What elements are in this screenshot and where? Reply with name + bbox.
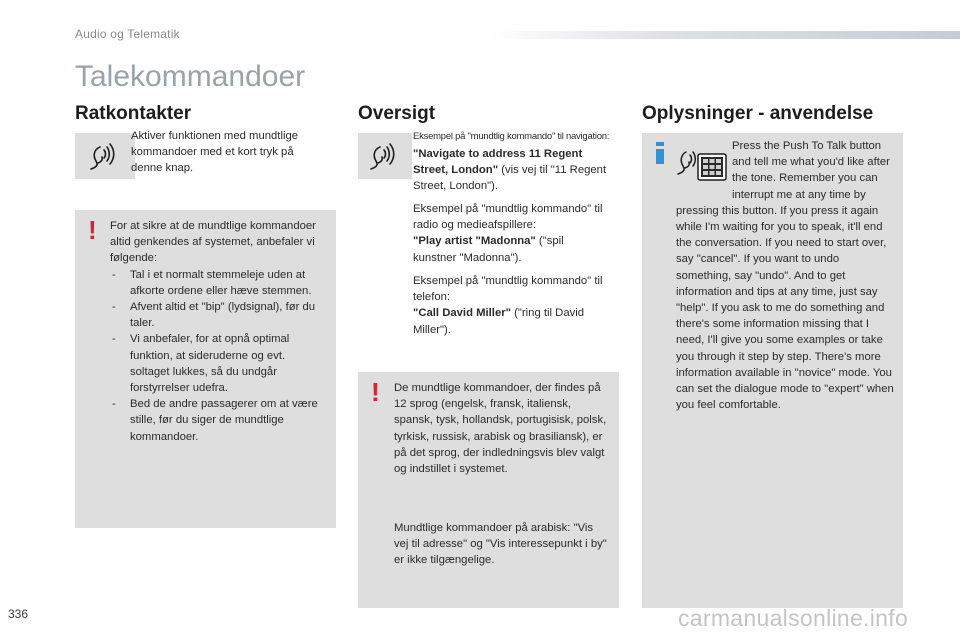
tip-item: - Afvent altid et "bip" (lydsignal), før du taler. bbox=[110, 299, 326, 331]
warning-icon: ! bbox=[88, 215, 97, 245]
language-note: De mundtlige kommandoer, der findes på 12 sprog (engelsk, fransk, italiensk, spansk, tysk, hollandsk, portugisisk, polsk, tyrkisk, russisk, arabisk og brasiliansk), er på det sprog, der indledningsvis blev valgt og indstillet i systemet. bbox=[394, 382, 607, 476]
phone-command: "Call David Miller" bbox=[413, 307, 511, 320]
header-rule bbox=[490, 31, 960, 39]
phone-translation: ("ring til David Miller"). bbox=[413, 307, 585, 336]
heading-oplysninger: Oplysninger - anvendelse bbox=[642, 103, 874, 124]
phone-example bbox=[413, 273, 609, 338]
nav-command: "Navigate to address 11 Regent Street, London" bbox=[413, 148, 583, 177]
page-title: Talekommandoer bbox=[75, 60, 306, 93]
info-text: Press the Push To Talk button and tell me what you'd like after the tone. Remember you can interrupt me at any time by pressing this button. If you press it again while I'm waiting for you to speak, it'll end the conversation. If you need to start over, say "cancel". If you want to undo something, say "undo". And to get information and tips at any time, just say "help". If you ask to me do something and there's some information missing that I need, I'll give you some examples or take you through it step by step. There's more information available in "novice" mode. You can set the dialogue mode to "expert" when you feel comfortable. bbox=[676, 140, 894, 412]
nav-example bbox=[413, 146, 609, 195]
tip-item: - Tal i et normalt stemmeleje uden at afkorte ordene eller hæve stemmen. bbox=[110, 267, 326, 299]
nav-example-caption: Eksempel på "mundtlig kommando" til navigation: bbox=[413, 131, 610, 142]
info-text-wrap bbox=[676, 138, 896, 413]
voice-example-panel bbox=[358, 133, 412, 179]
heading-ratkontakter: Ratkontakter bbox=[75, 103, 192, 124]
tip-item: - Vi anbefaler, for at opnå optimal funktion, at sideruderne og evt. soltaget lukkes, så du undgår forstyrrelser udefra. bbox=[110, 331, 326, 396]
watermark: carmanualsonline.info bbox=[678, 605, 909, 631]
tip-item: - Bed de andre passagerer om at være stille, før du siger de mundtlige kommandoer. bbox=[110, 396, 326, 445]
arabic-note: Mundtlige kommandoer på arabisk: "Vis vej til adresse" og "Vis interessepunkt i by" er ikke tilgængelige. bbox=[394, 522, 607, 567]
page-number: 336 bbox=[8, 607, 29, 621]
phone-caption: Eksempel på "mundtlig kommando" til telefon: bbox=[413, 275, 603, 304]
radio-command: "Play artist "Madonna" bbox=[413, 235, 536, 248]
section-title: Audio og Telematik bbox=[75, 27, 180, 41]
radio-example bbox=[413, 201, 609, 266]
left-warning-text bbox=[110, 218, 326, 445]
voice-command-icon bbox=[358, 133, 412, 179]
radio-caption: Eksempel på "mundtlig kommando" til radio og medieafspillere: bbox=[413, 203, 603, 232]
ratkontakt-intro: Aktiver funktionen med mundtlige kommandoer med et kort tryk på denne knap. bbox=[131, 130, 299, 175]
voice-command-icon bbox=[75, 133, 135, 179]
radio-translation: ("spil kunstner "Madonna"). bbox=[413, 235, 564, 264]
warning-icon: ! bbox=[371, 377, 380, 407]
nav-translation: (vis vej til "11 Regent Street, London"). bbox=[413, 164, 607, 193]
voice-button-panel bbox=[75, 133, 135, 179]
info-icon bbox=[656, 142, 664, 164]
warning-intro: For at sikre at de mundtlige kommandoer altid genkendes af systemet, anbefaler vi følgende: bbox=[110, 220, 316, 265]
heading-oversigt: Oversigt bbox=[358, 103, 436, 124]
